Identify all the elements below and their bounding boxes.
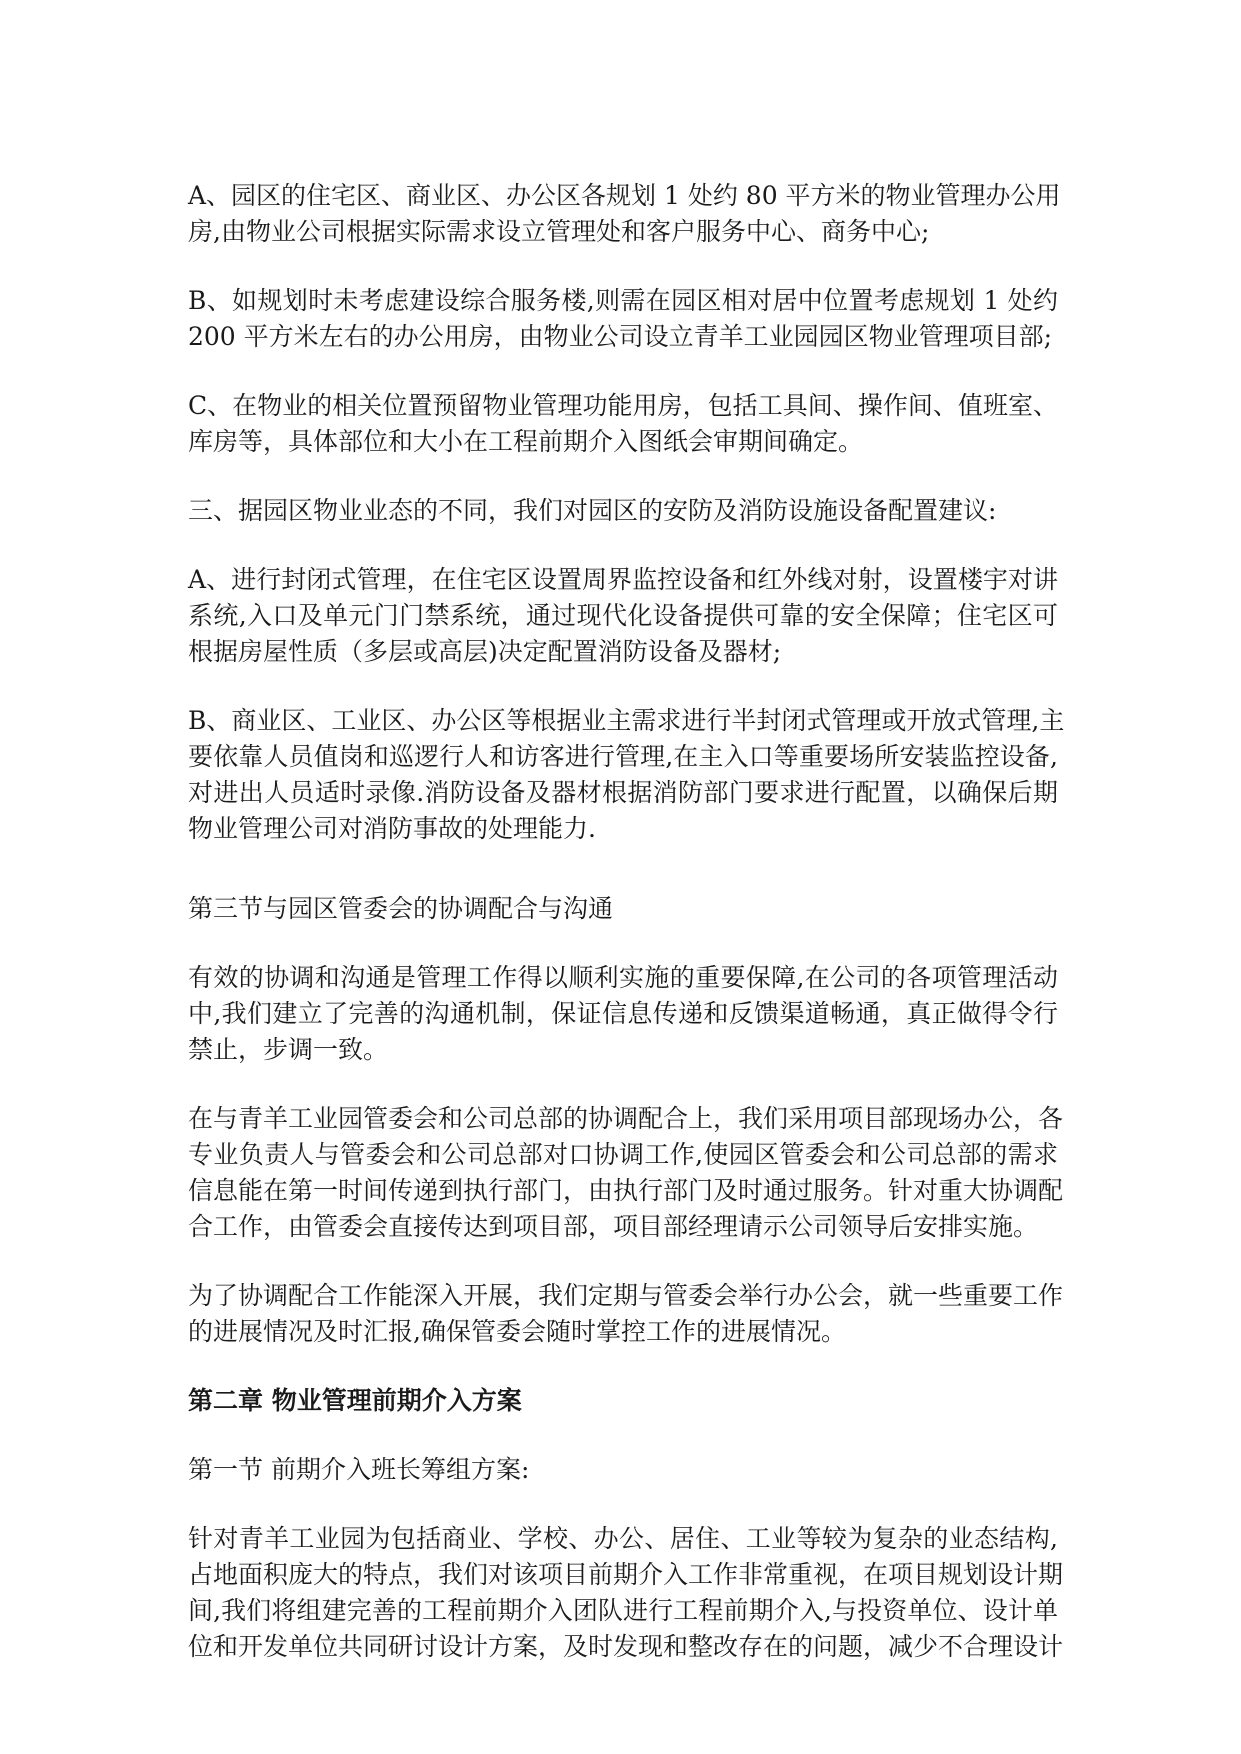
text-line: 根据房屋性质（多层或高层)决定配置消防设备及器材;	[188, 637, 782, 666]
text-line: 的进展情况及时汇报,确保管委会随时掌控工作的进展情况。	[188, 1317, 846, 1346]
paragraph-communication	[188, 960, 1058, 1068]
text-line: 有效的协调和沟通是管理工作得以顺利实施的重要保障,在公司的各项管理活动	[188, 963, 1058, 992]
paragraph-b-security	[188, 703, 1065, 847]
text-line: B、如规划时未考虑建设综合服务楼,则需在园区相对居中位置考虑规划 1 处约	[188, 286, 1058, 315]
paragraph-a-security	[188, 562, 1058, 670]
text-line: 第三节与园区管委会的协调配合与沟通	[188, 894, 614, 923]
paragraph-c-rooms	[188, 388, 1058, 460]
text-line: 200 平方米左右的办公用房，由物业公司设立青羊工业园园区物业管理项目部;	[188, 322, 1053, 351]
text-line: B、商业区、工业区、办公区等根据业主需求进行半封闭式管理或开放式管理,主	[188, 706, 1065, 735]
text-line: 第一节 前期介入班长筹组方案:	[188, 1455, 530, 1484]
paragraph-a-office	[188, 178, 1061, 250]
chapter-two-title	[188, 1383, 1058, 1419]
text-line: C、在物业的相关位置预留物业管理功能用房，包括工具间、操作间、值班室、	[188, 391, 1058, 420]
section-one-title	[188, 1452, 1058, 1488]
text-line: 系统,入口及单元门门禁系统，通过现代化设备提供可靠的安全保障；住宅区可	[188, 601, 1058, 630]
paragraph-early-intervention	[188, 1521, 1064, 1665]
text-line: 为了协调配合工作能深入开展，我们定期与管委会举行办公会，就一些重要工作	[188, 1281, 1064, 1310]
text-line: 第二章 物业管理前期介入方案	[188, 1386, 522, 1415]
document-page	[188, 178, 1065, 1698]
paragraph-coordination	[188, 1101, 1064, 1245]
paragraph-b-office	[188, 283, 1058, 355]
text-line: 三、据园区物业业态的不同，我们对园区的安防及消防设施设备配置建议:	[188, 496, 997, 525]
text-line: 间,我们将组建完善的工程前期介入团队进行工程前期介入,与投资单位、设计单	[188, 1596, 1058, 1625]
text-line: A、进行封闭式管理，在住宅区设置周界监控设备和红外线对射，设置楼宇对讲	[188, 565, 1058, 594]
text-line: 占地面积庞大的特点，我们对该项目前期介入工作非常重视，在项目规划设计期	[188, 1560, 1064, 1589]
section-three-heading	[188, 493, 1058, 529]
text-line: 信息能在第一时间传递到执行部门，由执行部门及时通过服务。针对重大协调配	[188, 1176, 1064, 1205]
text-line: 专业负责人与管委会和公司总部对口协调工作,使园区管委会和公司总部的需求	[188, 1140, 1058, 1169]
text-line: 在与青羊工业园管委会和公司总部的协调配合上，我们采用项目部现场办公，各	[188, 1104, 1064, 1133]
text-line: 对进出人员适时录像.消防设备及器材根据消防部门要求进行配置，以确保后期	[188, 778, 1058, 807]
paragraph-meetings	[188, 1278, 1064, 1350]
text-line: 房,由物业公司根据实际需求设立管理处和客户服务中心、商务中心;	[188, 217, 930, 246]
text-line: 中,我们建立了完善的沟通机制，保证信息传递和反馈渠道畅通，真正做得令行	[188, 999, 1058, 1028]
text-line: 合工作，由管委会直接传达到项目部，项目部经理请示公司领导后安排实施。	[188, 1212, 1039, 1241]
text-line: 要依靠人员值岗和巡逻行人和访客进行管理,在主入口等重要场所安装监控设备,	[188, 742, 1058, 771]
text-line: 物业管理公司对消防事故的处理能力.	[188, 814, 596, 843]
section-three-title	[188, 891, 1058, 927]
text-line: 位和开发单位共同研讨设计方案，及时发现和整改存在的问题，减少不合理设计	[188, 1632, 1064, 1661]
text-line: 库房等，具体部位和大小在工程前期介入图纸会审期间确定。	[188, 427, 864, 456]
text-line: 针对青羊工业园为包括商业、学校、办公、居住、工业等较为复杂的业态结构,	[188, 1524, 1058, 1553]
text-line: 禁止，步调一致。	[188, 1035, 389, 1064]
text-line: A、园区的住宅区、商业区、办公区各规划 1 处约 80 平方米的物业管理办公用	[188, 181, 1061, 210]
